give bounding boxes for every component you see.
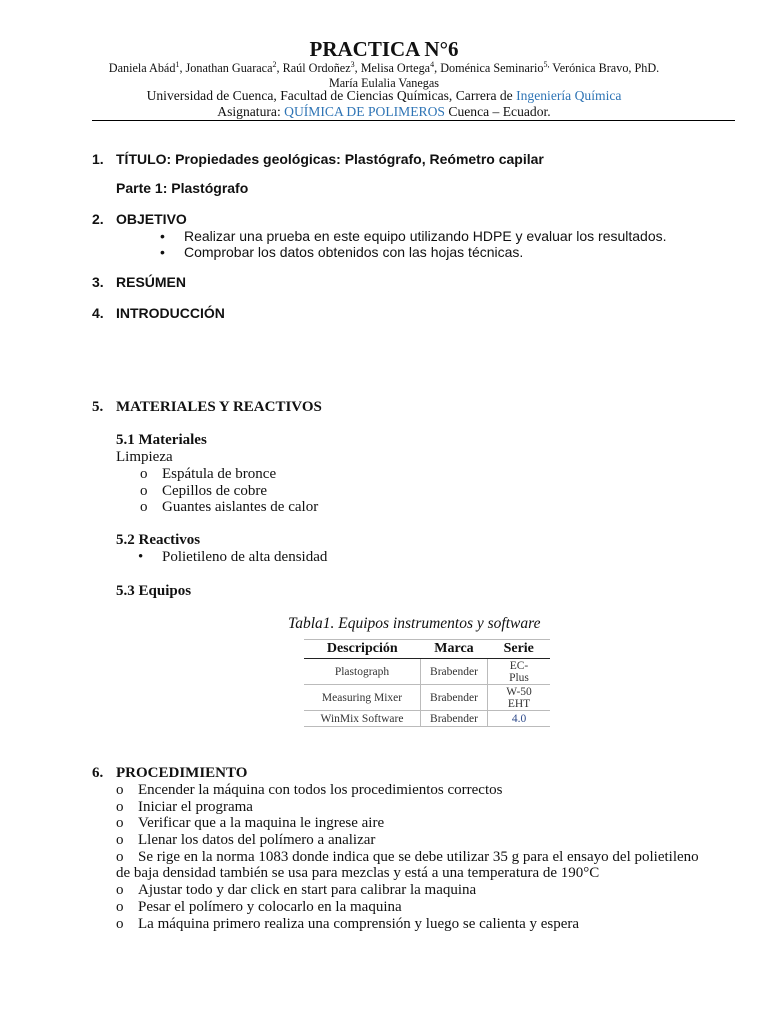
procedure-step: o Se rige en la norma 1083 donde indica que se debe utilizar 35 g para el ensayo del polietileno	[138, 849, 699, 866]
cell-series	[488, 711, 551, 727]
cell-description: WinMix Software	[304, 711, 421, 727]
objective-item: • Realizar una prueba en este equipo utilizando HDPE y evaluar los resultados.	[184, 228, 667, 244]
procedure-step: o Ajustar todo y dar click en start para calibrar la maquina	[138, 882, 476, 899]
cell-brand: Brabender	[421, 659, 488, 685]
procedure-step: o Encender la máquina con todos los procedimientos correctos	[138, 782, 502, 799]
subject-line	[0, 104, 768, 120]
section-5-title: MATERIALES Y REACTIVOS	[116, 399, 322, 415]
subject-location: Cuenca – Ecuador.	[445, 104, 551, 119]
cell-series-line1: 4.0	[511, 712, 527, 725]
cell-description: Measuring Mixer	[304, 685, 421, 711]
cell-series	[488, 659, 551, 685]
procedure-step: o La máquina primero realiza una comprensión y luego se calienta y espera	[138, 916, 579, 933]
procedure-step: o Pesar el polímero y colocarlo en la maquina	[138, 899, 402, 916]
procedure-step-continuation: de baja densidad también se usa para mezclas y está a una temperatura de 190°C	[116, 865, 600, 881]
section-4-number: 4.	[92, 305, 104, 321]
column-header-description: Descripción	[304, 640, 421, 659]
section-5-number: 5.	[92, 399, 104, 415]
document-title: PRACTICA N°6	[309, 37, 459, 61]
table-row	[304, 685, 550, 711]
subsection-5-3-title: 5.3 Equipos	[116, 583, 192, 599]
section-1-title: TÍTULO: Propiedades geológicas: Plastógrafo, Reómetro capilar	[116, 151, 544, 167]
author-name: Melisa Ortega	[360, 61, 431, 75]
section-1-number: 1.	[92, 151, 104, 167]
author-name: Jonathan Guaraca	[185, 61, 273, 75]
procedure-step: o Iniciar el programa	[138, 799, 253, 816]
section-4-title: INTRODUCCIÓN	[116, 305, 225, 321]
cell-series-line1: W-50	[506, 685, 532, 698]
author-affiliation: 3	[350, 59, 355, 69]
author-name: Doménica Seminario	[440, 61, 544, 75]
material-item: o Guantes aislantes de calor	[162, 499, 318, 516]
university-line	[0, 88, 768, 104]
author-affiliation: 1	[175, 59, 180, 69]
author-name: Daniela Abád	[108, 61, 176, 75]
author-affiliation: 5,	[543, 59, 550, 69]
cell-brand: Brabender	[421, 711, 488, 727]
section-6-number: 6.	[92, 765, 104, 781]
author-name: Verónica Bravo, PhD.	[552, 61, 660, 75]
university-text: Universidad de Cuenca, Facultad de Ciencias Químicas, Carrera de	[146, 88, 517, 103]
material-item: o Cepillos de cobre	[162, 483, 267, 500]
subject-label: Asignatura:	[217, 104, 285, 119]
column-header-brand: Marca	[421, 640, 488, 659]
table-caption: Tabla1. Equipos instrumentos y software	[288, 615, 541, 632]
objective-item: • Comprobar los datos obtenidos con las hojas técnicas.	[184, 244, 523, 260]
cell-description: Plastograph	[304, 659, 421, 685]
material-item: o Espátula de bronce	[162, 466, 276, 483]
section-3-number: 3.	[92, 274, 104, 290]
subsection-5-1-title: 5.1 Materiales	[116, 432, 207, 448]
section-2-number: 2.	[92, 211, 104, 227]
author-list: Daniela Abád$^1$, Jonathan Guaraca$^2$, Raúl Ordoñez$^3$, Melisa Ortega$^4$, Doménica Seminario$^{5,}$ Verónica Bravo, PhD.	[108, 59, 660, 75]
subject-link[interactable]: QUÍMICA DE POLIMEROS	[284, 104, 445, 119]
cell-series-line2: EHT	[507, 697, 531, 710]
section-3-title: RESÚMEN	[116, 274, 187, 290]
table-row	[304, 659, 550, 685]
materials-subheading: Limpieza	[116, 449, 173, 465]
procedure-step: o Llenar los datos del polímero a analizar	[138, 832, 375, 849]
section-2-title: OBJETIVO	[116, 211, 187, 227]
equipment-table	[304, 639, 550, 727]
cell-brand: Brabender	[421, 685, 488, 711]
subsection-5-2-title: 5.2 Reactivos	[116, 532, 201, 548]
cell-series-line1: EC-	[509, 659, 529, 672]
table-row	[304, 711, 550, 727]
career-link[interactable]: Ingeniería Química	[516, 88, 622, 103]
cell-series-line2: Plus	[509, 671, 529, 684]
table-header-row	[304, 640, 550, 659]
column-header-series: Serie	[488, 640, 551, 659]
author-affiliation: 4	[430, 59, 435, 69]
section-6-title: PROCEDIMIENTO	[116, 765, 248, 781]
author-affiliation: 2	[272, 59, 277, 69]
header-divider	[92, 120, 735, 121]
author-list-line2: María Eulalia Vanegas	[328, 76, 440, 90]
reagent-item: • Polietileno de alta densidad	[162, 549, 327, 566]
section-1-part: Parte 1: Plastógrafo	[116, 180, 249, 196]
author-name: Raúl Ordoñez	[282, 61, 351, 75]
procedure-step: o Verificar que a la maquina le ingrese aire	[138, 815, 384, 832]
cell-series	[488, 685, 551, 711]
